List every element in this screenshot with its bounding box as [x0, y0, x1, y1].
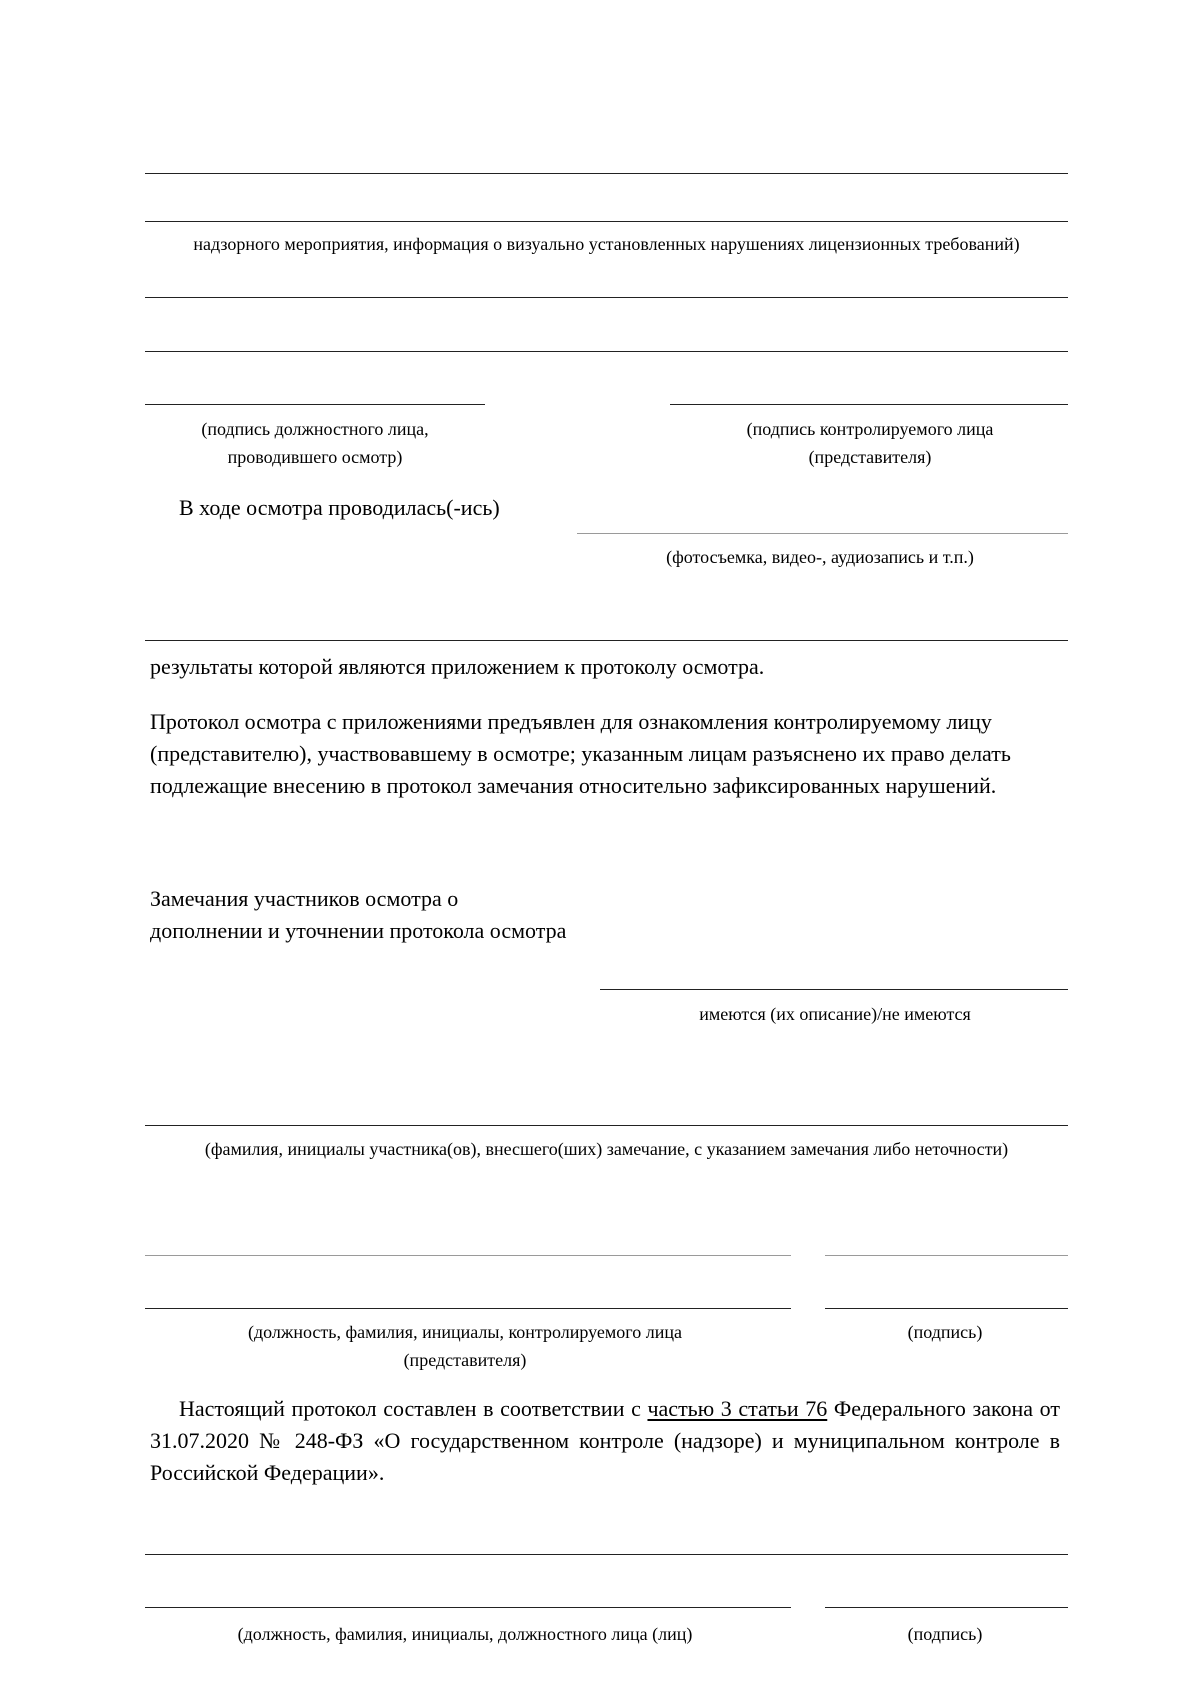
official-person-name-caption: (должность, фамилия, инициалы, должностного лица (лиц): [237, 1624, 693, 1644]
recording-type-caption: (фотосъемка, видео-, аудиозапись и т.п.): [666, 547, 974, 567]
official-name-line-1: [145, 1554, 1068, 1555]
fill-line-5: [145, 640, 1068, 641]
legal-basis-text: [150, 1393, 1060, 1489]
participant-remarks-line: [145, 1125, 1068, 1126]
signature-line-1a: [825, 1255, 1068, 1256]
controlled-name-line-2: [145, 1308, 791, 1309]
recording-line: [577, 533, 1068, 534]
results-appendix-text: результаты которой являются приложением к протоколу осмотра.: [150, 654, 765, 679]
remarks-presence-line: [600, 989, 1068, 990]
remarks-presence-caption: имеются (их описание)/не имеются: [699, 1004, 971, 1024]
official-signature-caption: (подпись должностного лица, проводившего осмотр): [201, 419, 429, 467]
participant-remarks-caption: (фамилия, инициалы участника(ов), внесшего(ших) замечание, с указанием замечания либо неточности): [204, 1139, 1009, 1159]
signature-line-1b: [825, 1308, 1068, 1309]
fill-line-top-2: [145, 221, 1068, 222]
inspection-info-caption: надзорного мероприятия, информация о визуально установленных нарушениях лицензионных требований): [193, 234, 1020, 254]
legal-basis-part2: Федерального закона от 31.07.2020 № 248-ФЗ «О государственном контроле (надзоре) и муниципальном контроле в Российской Федерации».: [150, 1396, 1061, 1485]
protocol-presented-text: Протокол осмотра с приложениями предъявлен для ознакомления контролируемому лицу (представителю), участвовавшему в осмотре; указанным лицам разъяснено их право делать подлежащие внесению в протокол замечания относительно зафиксированных нарушений.: [150, 709, 1011, 798]
recording-intro: В ходе осмотра проводилась(-ись): [179, 495, 500, 520]
controlled-person-name-caption: (должность, фамилия, инициалы, контролируемого лица (представителя): [248, 1322, 682, 1370]
legal-reference-link[interactable]: частью 3 статьи 76: [647, 1396, 828, 1421]
remarks-label: Замечания участников осмотра о дополнении и уточнении протокола осмотра: [150, 886, 567, 943]
official-name-line-2: [145, 1607, 791, 1608]
legal-basis-part1: Настоящий протокол составлен в соответствии с: [179, 1396, 648, 1421]
signature-caption-2: (подпись): [907, 1624, 983, 1644]
controlled-signature-line: [670, 404, 1068, 405]
fill-line-top-1: [145, 173, 1068, 174]
signature-caption-1: (подпись): [907, 1322, 983, 1342]
fill-line-3: [145, 297, 1068, 298]
controlled-signature-caption: (подпись контролируемого лица (представителя): [746, 419, 994, 467]
official-signature-line: [145, 404, 485, 405]
fill-line-4: [145, 351, 1068, 352]
signature-line-2: [825, 1607, 1068, 1608]
controlled-name-line-1: [145, 1255, 791, 1256]
